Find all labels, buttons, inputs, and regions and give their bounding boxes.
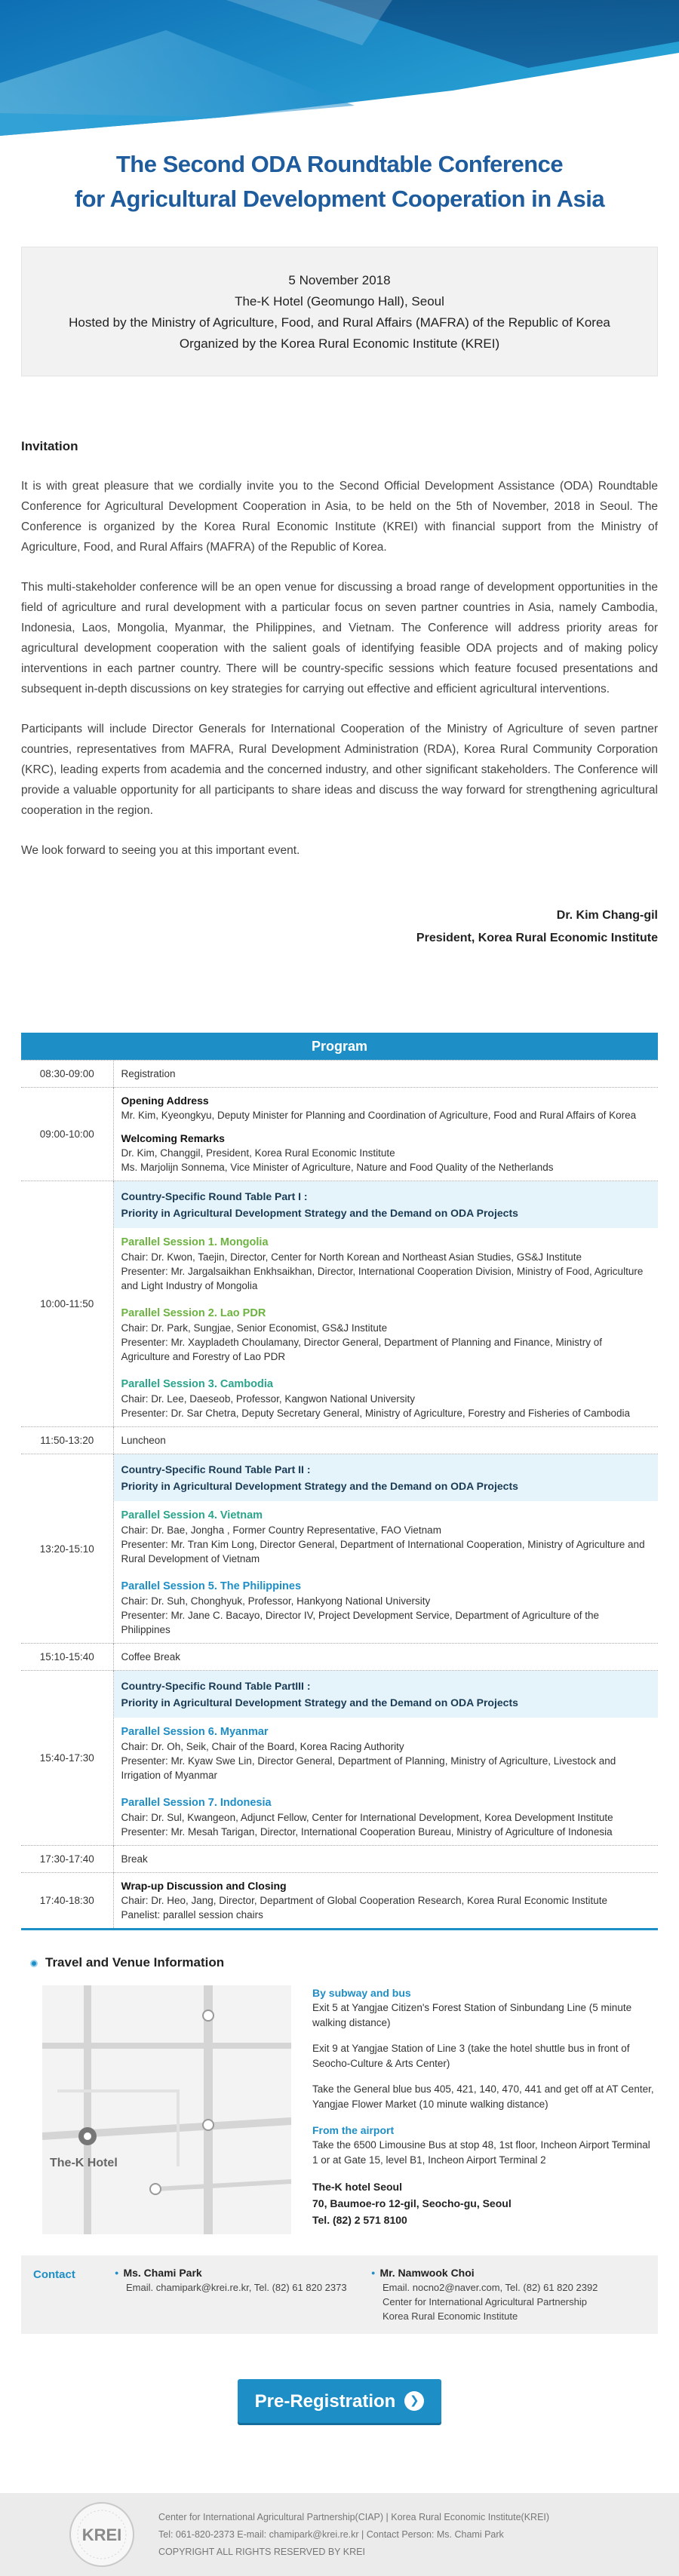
event-host: Hosted by the Ministry of Agriculture, Food, and Rural Affairs (MAFRA) of the Republic of Korea	[69, 315, 610, 330]
time-cell: 15:40-17:30	[21, 1671, 113, 1846]
venue-name: The-K hotel Seoul	[312, 2180, 402, 2193]
program-table	[21, 1060, 658, 1930]
session-presenter: Presenter: Mr. Jane C. Bacayo, Director IV, Project Development Service, Department of Agriculture of the Philippines	[121, 1610, 600, 1636]
table-row	[21, 1671, 658, 1846]
krei-logo	[68, 2501, 136, 2568]
session-presenter: Presenter: Mr. Tran Kim Long, Director General, Department of International Cooperation, Ministry of Agriculture and Rural Development of Vietnam	[121, 1539, 645, 1565]
pre-registration-label: Pre-Registration	[254, 2390, 396, 2412]
venue-address: 70, Baumoe-ro 12-gil, Seocho-gu, Seoul	[312, 2197, 512, 2209]
page-title-line1: The Second ODA Roundtable Conference	[115, 151, 564, 177]
event-date: 5 November 2018	[288, 273, 391, 287]
table-row	[21, 1454, 658, 1644]
time-cell: 09:00-10:00	[21, 1088, 113, 1181]
banner-graphic	[0, 0, 679, 140]
footer-text	[158, 2509, 549, 2561]
content-cell: Registration	[113, 1061, 658, 1088]
round-table-title: Country-Specific Round Table PartIII :	[121, 1680, 311, 1693]
table-row	[21, 1061, 658, 1088]
contact-detail[interactable]: Email. nocno2@naver.com, Tel. (82) 61 820 2392	[383, 2282, 598, 2294]
venue-tel: Tel. (82) 2 571 8100	[312, 2213, 407, 2226]
footer-line: COPYRIGHT ALL RIGHTS RESERVED BY KREI	[158, 2546, 365, 2557]
subway-station-icon	[150, 2184, 161, 2194]
session-presenter: Presenter: Mr. Mesah Tarigan, Director, International Cooperation Bureau, Ministry of Agriculture of Indonesia	[121, 1826, 613, 1838]
contact-person	[115, 2266, 371, 2324]
contact-name: ● Mr. Namwook Choi	[371, 2266, 628, 2281]
travel-section	[21, 1953, 658, 2234]
content-cell	[113, 1088, 658, 1181]
time-cell: 13:20-15:10	[21, 1454, 113, 1644]
content-cell: Luncheon	[113, 1427, 658, 1454]
travel-body	[21, 1985, 658, 2234]
welcoming-remarks-head: Welcoming Remarks	[121, 1132, 225, 1145]
time-cell: 11:50-13:20	[21, 1427, 113, 1454]
pre-registration-button[interactable]	[238, 2379, 441, 2423]
round-table-title: Country-Specific Round Table Part II :	[121, 1463, 311, 1476]
table-row	[21, 1181, 658, 1427]
session-title: Parallel Session 1. Mongolia	[121, 1236, 269, 1249]
table-row	[21, 1873, 658, 1930]
table-row	[21, 1644, 658, 1671]
round-table-heading	[114, 1454, 659, 1501]
wrap-up-panelist: Panelist: parallel session chairs	[121, 1909, 263, 1921]
cta-wrap	[0, 2379, 679, 2423]
session-title: Parallel Session 4. Vietnam	[121, 1509, 263, 1522]
event-organizer: Organized by the Korea Rural Economic Institute (KREI)	[179, 336, 500, 351]
session-presenter: Presenter: Dr. Sar Chetra, Deputy Secretary General, Ministry of Agriculture, Forestry and Fisheries of Cambodia	[121, 1408, 631, 1420]
directions-block	[312, 1985, 656, 2234]
session-presenter: Presenter: Mr. Kyaw Swe Lin, Director General, Department of Planning, Ministry of Agriculture, Livestock and Irrigation of Myanmar	[121, 1755, 616, 1782]
session-title: Parallel Session 5. The Philippines	[121, 1580, 302, 1593]
venue-map	[42, 1985, 291, 2234]
time-cell: 17:30-17:40	[21, 1846, 113, 1873]
direction-text: Take the General blue bus 405, 421, 140, 470, 441 and get off at AT Center, Yangjae Flower Market (10 minute walking distance)	[312, 2083, 654, 2110]
session-chair: Chair: Dr. Kwon, Taejin, Director, Center for North Korean and Northeast Asian Studies, GS&J Institute	[121, 1251, 582, 1263]
session-chair: Chair: Dr. Lee, Daeseob, Professor, Kangwon National University	[121, 1393, 415, 1405]
session-title: Parallel Session 7. Indonesia	[121, 1797, 272, 1810]
travel-heading-text: Travel and Venue Information	[45, 1955, 225, 1970]
logo-text: KREI	[81, 2525, 122, 2544]
subway-station-icon	[203, 2010, 214, 2021]
event-info-box	[21, 247, 658, 376]
contact-person	[371, 2266, 628, 2324]
welcoming-speaker: Dr. Kim, Changgil, President, Korea Rural Economic Institute	[121, 1147, 395, 1159]
invitation-paragraph: We look forward to seeing you at this important event.	[21, 844, 300, 858]
airport-heading: From the airport	[312, 2123, 395, 2136]
contact-section	[21, 2255, 658, 2335]
header-banner	[0, 0, 679, 140]
session-title: Parallel Session 6. Myanmar	[121, 1726, 269, 1739]
session-chair: Chair: Dr. Oh, Seik, Chair of the Board, Korea Racing Authority	[121, 1741, 404, 1753]
signer-name: Dr. Kim Chang-gil	[556, 909, 658, 923]
session-chair: Chair: Dr. Sul, Kwangeon, Adjunct Fellow, Center for International Development, Korea Development Institute	[121, 1812, 613, 1824]
session-chair: Chair: Dr. Park, Sungjae, Senior Economist, GS&J Institute	[121, 1322, 388, 1334]
session-presenter: Presenter: Mr. Xaypladeth Choulamany, Director General, Department of Planning and Finance, Ministry of Agriculture and Forestry of Lao PDR	[121, 1337, 603, 1363]
table-row	[21, 1846, 658, 1873]
session-chair: Chair: Dr. Suh, Chonghyuk, Professor, Hankyong National University	[121, 1595, 431, 1607]
program-heading: Program	[21, 1033, 658, 1060]
event-venue: The-K Hotel (Geomungo Hall), Seoul	[235, 294, 444, 309]
invitation-paragraph: It is with great pleasure that we cordially invite you to the Second Official Development Assistance (ODA) Roundtable Conference for Agricultural Development Cooperation in Asia, to be held on the 5th of November, 2018 in Seoul. The Conference is organized by the Korea Rural Economic Institute (KREI) with financial support from the Ministry of Agriculture, Food, and Rural Affairs (MAFRA) of the Republic of Korea.	[21, 480, 658, 554]
subway-heading: By subway and bus	[312, 1986, 411, 1999]
table-row	[21, 1088, 658, 1181]
time-cell: 17:40-18:30	[21, 1873, 113, 1930]
content-cell	[113, 1873, 658, 1930]
title-block	[0, 140, 679, 216]
map-hotel-label: The-K Hotel	[50, 2156, 118, 2169]
content-cell: Break	[113, 1846, 658, 1873]
signature-block	[21, 904, 658, 950]
session-presenter: Presenter: Mr. Jargalsaikhan Enkhsaikhan, Director, International Cooperation Division, Ministry of Food, Agriculture and Light Industry of Mongolia	[121, 1266, 644, 1292]
footer-line: Tel: 061-820-2373 E-mail: chamipark@krei.re.kr | Contact Person: Ms. Chami Park	[158, 2528, 504, 2540]
time-cell: 10:00-11:50	[21, 1181, 113, 1427]
chevron-right-icon: ❯	[404, 2391, 424, 2411]
invitation-section	[21, 437, 658, 950]
contact-org: Center for International Agricultural Partnership	[383, 2296, 587, 2308]
round-table-subtitle: Priority in Agricultural Development Strategy and the Demand on ODA Projects	[121, 1696, 518, 1709]
direction-text: Exit 5 at Yangjae Citizen's Forest Station of Sinbundang Line (5 minute walking distance)	[312, 2001, 632, 2028]
content-cell	[113, 1454, 658, 1644]
contact-label: Contact	[33, 2267, 75, 2281]
session-chair: Chair: Dr. Bae, Jongha , Former Country Representative, FAO Vietnam	[121, 1524, 441, 1537]
invitation-paragraph: Participants will include Director Generals for International Cooperation of the Ministry of Agriculture of seven partner countries, representatives from MAFRA, Rural Development Administration (RDA), Korea Rural Community Corporation (KRC), leading experts from academia and the concerned industry, and other significant stakeholders. The Conference will provide a valuable opportunity for all participants to share ideas and discuss the way forward for strengthening agricultural cooperation in the region.	[21, 723, 658, 818]
session-title: Parallel Session 2. Lao PDR	[121, 1307, 266, 1320]
content-cell	[113, 1671, 658, 1846]
contact-org: Korea Rural Economic Institute	[383, 2310, 518, 2323]
round-table-heading	[114, 1181, 659, 1228]
content-cell: Coffee Break	[113, 1644, 658, 1671]
direction-text: Take the 6500 Limousine Bus at stop 48, 1st floor, Incheon Airport Terminal 1 or at Gate 15, level B1, Incheon Airport Terminal 2	[312, 2138, 650, 2166]
invitation-heading: Invitation	[21, 439, 78, 453]
signer-title: President, Korea Rural Economic Institute	[416, 932, 658, 945]
page-title-line2: for Agricultural Development Cooperation in Asia	[74, 186, 605, 212]
direction-text: Exit 9 at Yangjae Station of Line 3 (take the hotel shuttle bus in front of Seocho-Culture & Arts Center)	[312, 2042, 630, 2069]
welcoming-speaker: Ms. Marjolijn Sonnema, Vice Minister of Agriculture, Nature and Food Quality of the Netherlands	[121, 1162, 554, 1174]
footer-line: Center for International Agricultural Partnership(CIAP) | Korea Rural Economic Institute(KREI)	[158, 2511, 550, 2522]
round-table-subtitle: Priority in Agricultural Development Strategy and the Demand on ODA Projects	[121, 1207, 518, 1220]
time-cell: 08:30-09:00	[21, 1061, 113, 1088]
round-table-title: Country-Specific Round Table Part I :	[121, 1190, 308, 1203]
invitation-paragraph: This multi-stakeholder conference will be an open venue for discussing a broad range of development opportunities in the field of agriculture and rural development with a particular focus on seven partner countries in Asia, namely Cambodia, Indonesia, Laos, Mongolia, Myanmar, the Philippines, and Vietnam. The Conference will address priority areas for agricultural development cooperation with the salient goals of identifying feasible ODA projects and of making policy interventions in each partner country. There will be country-specific sessions which feature focused presentations and subsequent in-depth discussions on key strategies for carrying out effective and efficient agricultural interventions.	[21, 581, 658, 696]
opening-address-text: Mr. Kim, Kyeongkyu, Deputy Minister for Planning and Coordination of Agriculture, Food and Rural Affairs of Korea	[121, 1110, 637, 1122]
program-section	[21, 1033, 658, 1930]
bullet-dot-icon	[30, 1960, 38, 1967]
footer	[0, 2493, 679, 2576]
content-cell	[113, 1181, 658, 1427]
table-row	[21, 1427, 658, 1454]
opening-address-head: Opening Address	[121, 1095, 209, 1107]
wrap-up-chair: Chair: Dr. Heo, Jang, Director, Department of Global Cooperation Research, Korea Rural Economic Institute	[121, 1895, 608, 1907]
round-table-heading	[114, 1671, 659, 1718]
wrap-up-head: Wrap-up Discussion and Closing	[121, 1880, 287, 1893]
subway-station-icon	[203, 2120, 214, 2130]
round-table-subtitle: Priority in Agricultural Development Strategy and the Demand on ODA Projects	[121, 1480, 518, 1493]
contact-name: ● Ms. Chami Park	[115, 2266, 371, 2281]
contact-detail[interactable]: Email. chamipark@krei.re.kr, Tel. (82) 61 820 2373	[126, 2282, 347, 2294]
time-cell: 15:10-15:40	[21, 1644, 113, 1671]
travel-heading	[21, 1953, 658, 1973]
session-title: Parallel Session 3. Cambodia	[121, 1378, 273, 1391]
